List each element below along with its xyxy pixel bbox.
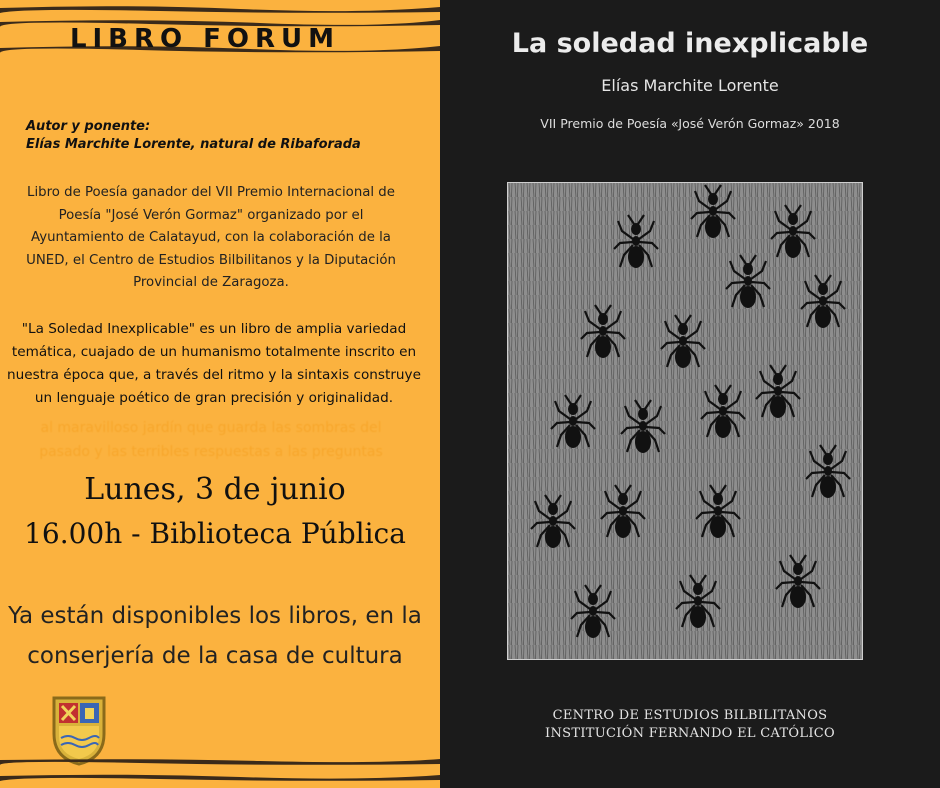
- brush-stripes-bottom: [0, 758, 440, 788]
- publisher-line-1: CENTRO DE ESTUDIOS BILBILITANOS: [552, 708, 828, 723]
- faded-line: pasado y las terribles respuestas a las preguntas: [39, 444, 383, 460]
- poster-header: LIBRO FORUM: [69, 24, 341, 54]
- book-description: [8, 182, 414, 295]
- cover-title: La soledad inexplicable: [511, 28, 869, 59]
- cover-author: Elías Marchite Lorente: [601, 76, 779, 95]
- book-cover: [440, 0, 940, 788]
- faded-line: al maravilloso jardín que guarda las sombras del: [40, 420, 382, 436]
- quote-line: nuestra época que, a través del ritmo y la sintaxis construye: [7, 367, 421, 383]
- availability-line: conserjería de la casa de cultura: [27, 643, 403, 669]
- event-time-place: 16.00h - Biblioteca Pública: [24, 517, 406, 550]
- author-label: Autor y ponente:: [26, 119, 151, 134]
- description-line: Provincial de Zaragoza.: [133, 275, 289, 290]
- quote-line: "La Soledad Inexplicable" es un libro de amplia variedad: [21, 321, 407, 337]
- author-block: [26, 118, 426, 154]
- description-line: Libro de Poesía ganador del VII Premio Internacional de: [27, 185, 395, 200]
- event-date: Lunes, 3 de junio: [84, 472, 346, 507]
- description-line: Ayuntamiento de Calatayud, con la colaboración de la: [31, 230, 391, 245]
- quote-line: temática, cuajado de un humanismo totalmente inscrito en: [11, 344, 417, 360]
- faded-text: [8, 416, 414, 464]
- publisher-line-2: INSTITUCIÓN FERNANDO EL CATÓLICO: [545, 726, 835, 741]
- availability-line: Ya están disponibles los libros, en la: [8, 603, 422, 629]
- quote-line: un lenguaje poético de gran precisión y originalidad.: [34, 390, 394, 406]
- poster-panel: [0, 0, 440, 788]
- coat-of-arms-icon: [48, 690, 110, 766]
- author-name: Elías Marchite Lorente, natural de Ribaforada: [26, 137, 361, 152]
- description-line: UNED, el Centro de Estudios Bilbilitanos y la Diputación: [26, 252, 396, 268]
- cover-prize: VII Premio de Poesía «José Verón Gormaz» 2018: [540, 116, 840, 131]
- ants-illustration: [507, 182, 863, 660]
- book-quote: [4, 318, 424, 410]
- availability-notice: [0, 596, 430, 676]
- description-line: Poesía "José Verón Gormaz" organizado por el: [58, 207, 364, 223]
